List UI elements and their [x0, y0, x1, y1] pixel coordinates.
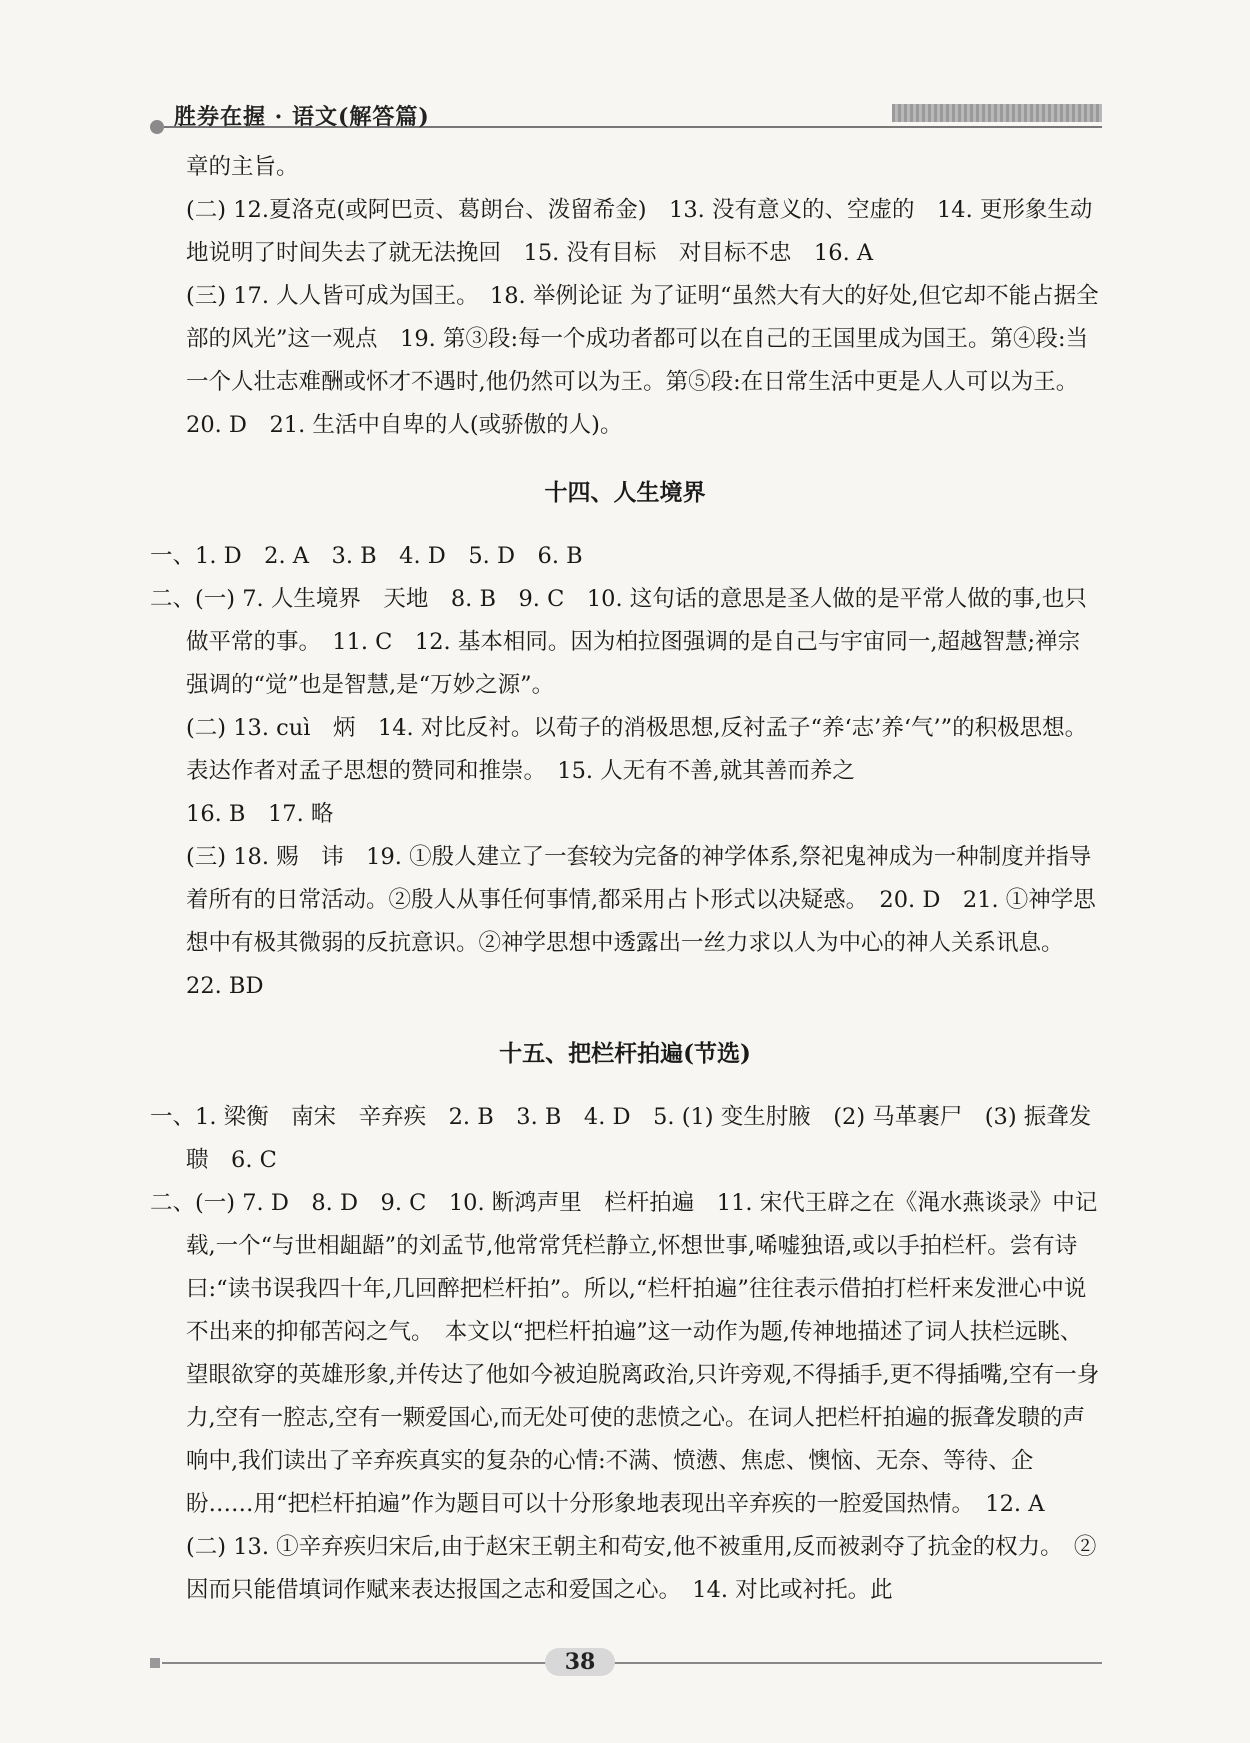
- page-number: 38: [545, 1648, 615, 1676]
- header-decor-bar: [892, 104, 1102, 122]
- answer-para: (二) 13. cuì 炳 14. 对比反衬。以荀子的消极思想,反衬孟子“养‘志’养‘气’”的积极思想。表达作者对孟子思想的赞同和推崇。 15. 人无有不善,就其善而养之: [186, 715, 1088, 784]
- answer-para: 一、1. D 2. A 3. B 4. D 5. D 6. B: [150, 543, 583, 569]
- footer-rule: [162, 1662, 1102, 1664]
- answer-para: 一、1. 梁衡 南宋 辛弃疾 2. B 3. B 4. D 5. (1) 变生肘腋 (2) 马革裹尸 (3) 振聋发聩 6. C: [150, 1104, 1092, 1173]
- answer-para: 二、(一) 7. D 8. D 9. C 10. 断鸿声里 栏杆拍遍 11. 宋代王辟之在《渑水燕谈录》中记载,一个“与世相龃龉”的刘孟节,他常常凭栏静立,怀想世事,唏嘘独语,或以手拍栏杆。尝有诗曰:“读书误我四十年,几回醉把栏杆拍”。所以,“栏杆拍遍”往往表示借拍打栏杆来发泄心中说不出来的抑郁苦闷之气。 本文以“把栏杆拍遍”这一动作为题,传神地描述了词人扶栏远眺、望眼欲穿的英雄形象,并传达了他如今被迫脱离政治,只许旁观,不得插手,更不得插嘴,空有一身力,空有一腔志,空有一颗爱国心,而无处可使的悲愤之心。在词人把栏杆拍遍的振聋发聩的声响中,我们读出了辛弃疾真实的复杂的心情:不满、愤懑、焦虑、懊恼、无奈、等待、企盼……用“把栏杆拍遍”作为题目可以十分形象地表现出辛弃疾的一腔爱国热情。 12. A: [150, 1190, 1100, 1517]
- answer-para: (二) 13. ①辛弃疾归宋后,由于赵宋王朝主和苟安,他不被重用,反而被剥夺了抗金的权力。 ②因而只能借填词作赋来表达报国之志和爱国之心。 14. 对比或衬托。此: [186, 1534, 1097, 1603]
- answer-para: (三) 18. 赐 讳 19. ①殷人建立了一套较为完备的神学体系,祭祀鬼神成为一种制度并指导着所有的日常活动。②殷人从事任何事情,都采用占卜形式以决疑惑。 20. D 21. ①神学思想中有极其微弱的反抗意识。②神学思想中透露出一丝力求以人为中心的神人关系讯息。 22. BD: [186, 844, 1096, 999]
- section-title: 十五、把栏杆拍遍(节选): [499, 1040, 751, 1067]
- intro-line: 章的主旨。: [186, 154, 299, 180]
- header-bullet-icon: [150, 120, 164, 134]
- answer-para: 二、(一) 7. 人生境界 天地 8. B 9. C 10. 这句话的意思是圣人做的是平常人做的事,也只做平常的事。 11. C 12. 基本相同。因为柏拉图强调的是自己与宇宙同一,超越智慧;禅宗强调的“觉”也是智慧,是“万妙之源”。: [150, 586, 1087, 698]
- section-title: 十四、人生境界: [544, 479, 706, 506]
- answer-para: 16. B 17. 略: [186, 801, 334, 827]
- footer-bullet-icon: [150, 1658, 160, 1668]
- page-footer: [150, 1646, 1102, 1676]
- answer-content: [150, 146, 1100, 1612]
- page-header: [150, 96, 1102, 136]
- header-title: 胜券在握 · 语文(解答篇): [174, 104, 430, 130]
- intro-para: (二) 12.夏洛克(或阿巴贡、葛朗台、泼留希金) 13. 没有意义的、空虚的 14. 更形象生动地说明了时间失去了就无法挽回 15. 没有目标 对目标不忠 16. A: [186, 197, 1093, 266]
- intro-para: (三) 17. 人人皆可成为国王。 18. 举例论证 为了证明“虽然大有大的好处,但它却不能占据全部的风光”这一观点 19. 第③段:每一个成功者都可以在自己的王国里成为国王。第④段:当一个人壮志难酬或怀才不遇时,他仍然可以为王。第⑤段:在日常生活中更是人人可以为王。 20. D 21. 生活中自卑的人(或骄傲的人)。: [186, 283, 1099, 438]
